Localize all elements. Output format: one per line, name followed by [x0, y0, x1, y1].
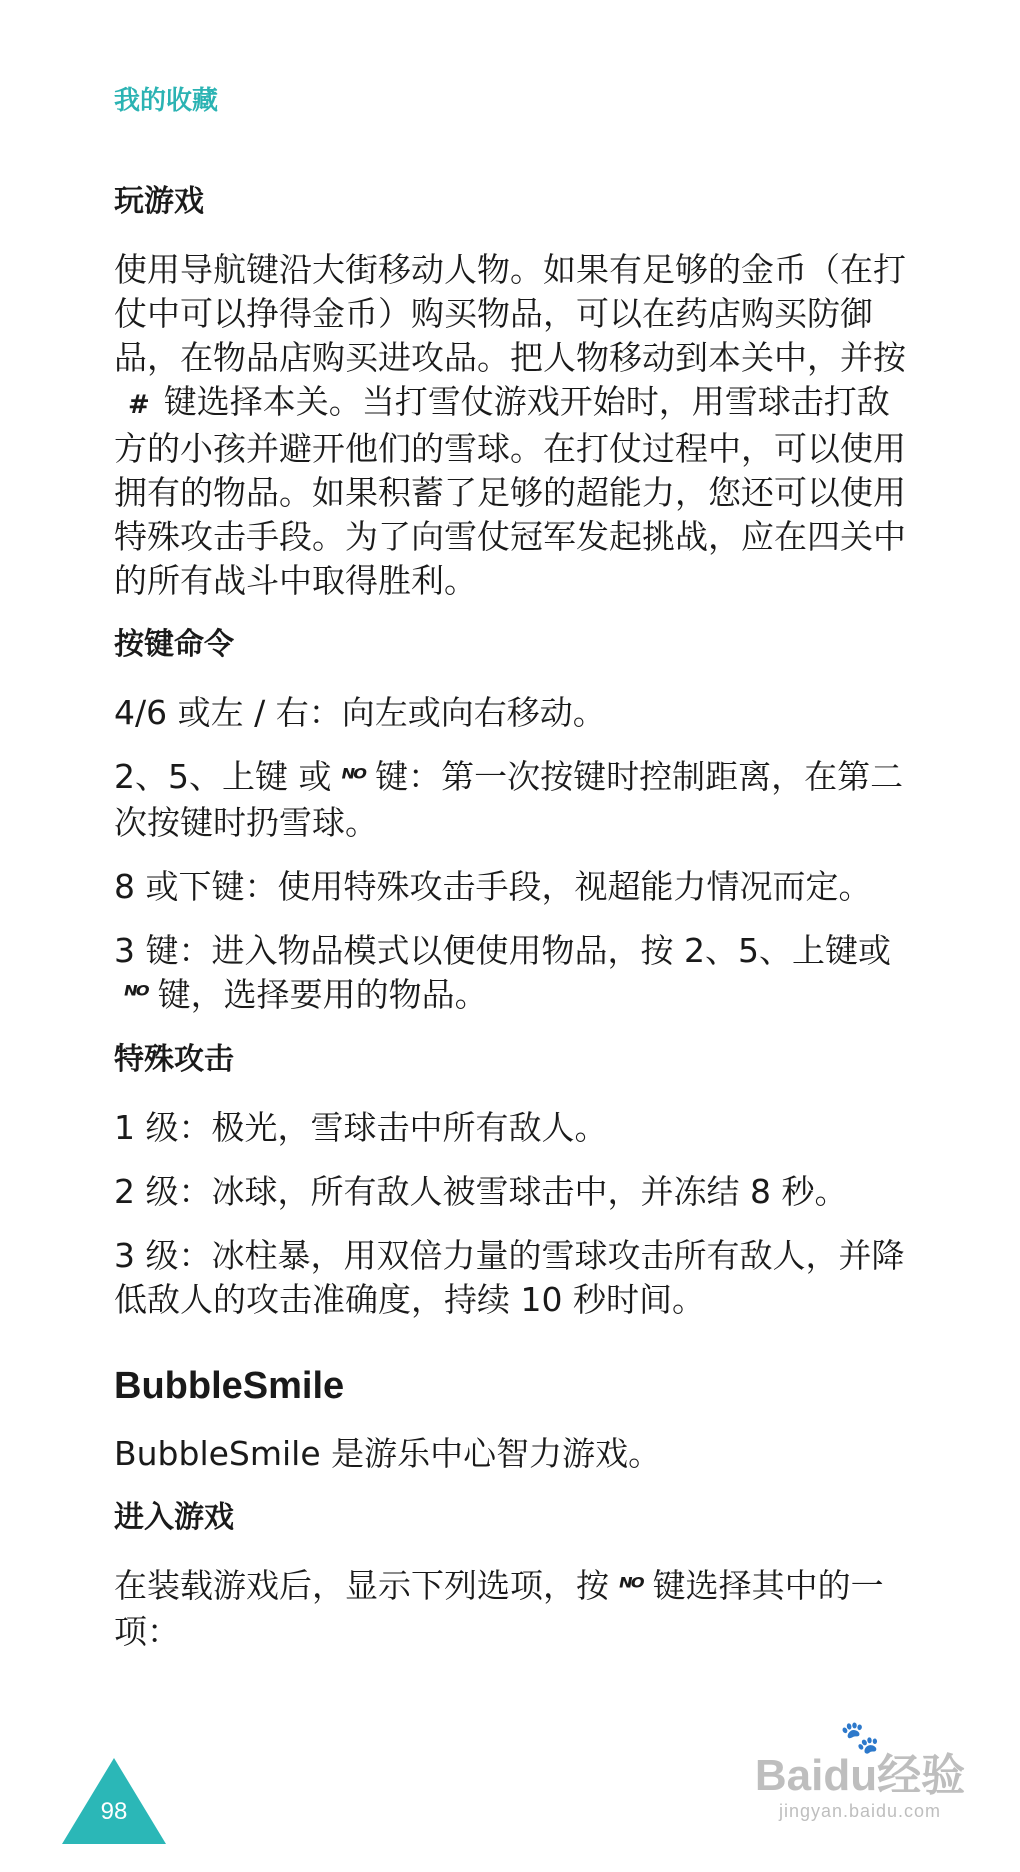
section-heading-enter: 进入游戏	[114, 1500, 234, 1535]
key-command-3: 8 或下键：使用特殊攻击手段，视超能力情况而定。	[114, 866, 872, 906]
play-paragraph	[114, 248, 914, 603]
section-heading-keys: 按键命令	[114, 627, 234, 662]
ok-key-icon: ᴺᴼ	[124, 981, 148, 1011]
enter-paragraph	[114, 1564, 914, 1654]
key-command-4	[114, 929, 914, 1019]
special-level-1: 1 级：极光，雪球击中所有敌人。	[114, 1108, 608, 1147]
section-heading-special: 特殊攻击	[114, 1042, 234, 1077]
ok-key-icon: ᴺᴼ	[619, 1572, 643, 1603]
section-heading-play: 玩游戏	[114, 184, 204, 219]
bubblesmile-description: BubbleSmile 是游乐中心智力游戏。	[114, 1434, 662, 1473]
baidu-watermark	[740, 1718, 980, 1822]
watermark-logo: Baidu经验	[754, 1751, 966, 1800]
key-command-4-part2: 键，选择要用的物品。	[157, 974, 488, 1014]
page-number: 98	[100, 1798, 128, 1825]
page-content	[114, 180, 914, 1674]
key-command-2	[114, 755, 914, 845]
play-text-part1: 使用导航键沿大街移动人物。如果有足够的金币（在打仗中可以挣得金币）购买物品，可以在药店购买防御品，在物品店购买进攻品。把人物移动到本关中，并按	[114, 250, 906, 377]
play-text-part2: 键选择本关。当打雪仗游戏开始时，用雪球击打敌方的小孩并避开他们的雪球。在打仗过程中，可以使用拥有的物品。如果积蓄了足够的超能力，您还可以使用特殊攻击手段。为了向雪仗冠军发起挑战，应在四关中的所有战斗中取得胜利。	[114, 382, 906, 600]
enter-text-part2: 键选择其中的一项：	[114, 1566, 884, 1651]
bubblesmile-title: BubbleSmile	[114, 1365, 345, 1407]
special-level-3: 3 级：冰柱暴，用双倍力量的雪球攻击所有敌人，并降低敌人的攻击准确度，持续 10 秒时间。	[114, 1236, 905, 1319]
enter-text-part1: 在装载游戏后，显示下列选项，按	[114, 1566, 609, 1605]
page-header: 我的收藏	[114, 86, 219, 116]
special-level-2: 2 级：冰球，所有敌人被雪球击中，并冻结 8 秒。	[114, 1172, 848, 1211]
watermark-url: jingyan.baidu.com	[778, 1801, 942, 1821]
key-command-2-part2: 键：第一次按键时控制距离，在第二次按键时扔雪球。	[114, 757, 904, 842]
hash-key-icon: #	[128, 390, 150, 420]
key-command-1: 4/6 或左 / 右：向左或向右移动。	[114, 693, 606, 732]
ok-key-icon: ᴺᴼ	[341, 763, 366, 794]
key-command-4-part1: 3 键：进入物品模式以便使用物品，按 2、5、上键或	[114, 930, 891, 970]
paw-icon: 🐾	[840, 1718, 880, 1756]
key-command-2-part1: 2、5、上键 或	[114, 757, 332, 796]
